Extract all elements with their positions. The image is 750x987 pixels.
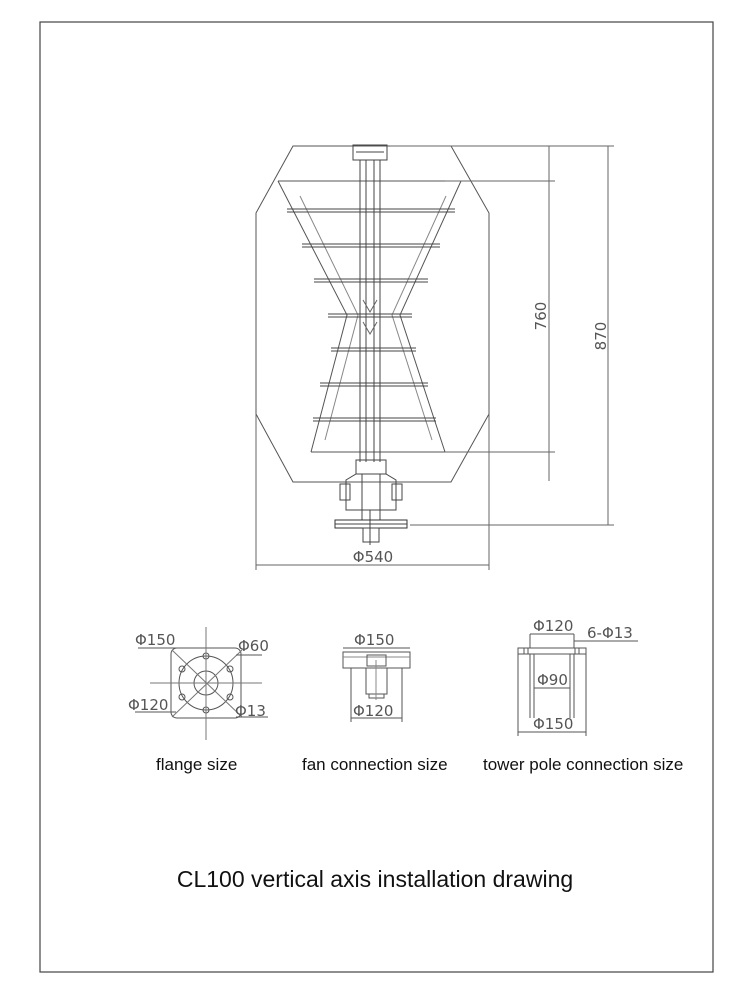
drawing-title: CL100 vertical axis installation drawing (176, 866, 574, 892)
tower-pole-caption: tower pole connection size (483, 755, 684, 774)
sheet-border (40, 22, 713, 972)
flange-d-hole: Φ13 (235, 702, 266, 720)
tower-d-inner: Φ90 (537, 671, 568, 689)
blade-ribs (287, 209, 455, 421)
tower-d-bottom: Φ150 (533, 715, 574, 733)
turbine-main-view (256, 145, 614, 570)
fan-d-bottom: Φ120 (353, 702, 394, 720)
flange-caption: flange size (156, 755, 238, 774)
dim-height-outer-label: 870 (592, 321, 610, 351)
dim-height-lines (390, 146, 614, 525)
dim-diameter-lines (256, 414, 489, 570)
flange-d-outer: Φ150 (135, 631, 176, 649)
dim-height-inner-label: 760 (532, 301, 550, 331)
flange-d-center: Φ60 (238, 637, 269, 655)
flange-d-pitch: Φ120 (128, 696, 169, 714)
tower-holes: 6-Φ13 (587, 624, 633, 642)
fan-d-top: Φ150 (354, 631, 395, 649)
central-shaft (353, 145, 387, 462)
generator-hub (335, 460, 407, 545)
dim-diameter-label: Φ540 (352, 548, 394, 566)
blade-inner-left (300, 196, 358, 440)
tower-d-top: Φ120 (533, 617, 574, 635)
fan-connection-caption: fan connection size (302, 755, 448, 774)
